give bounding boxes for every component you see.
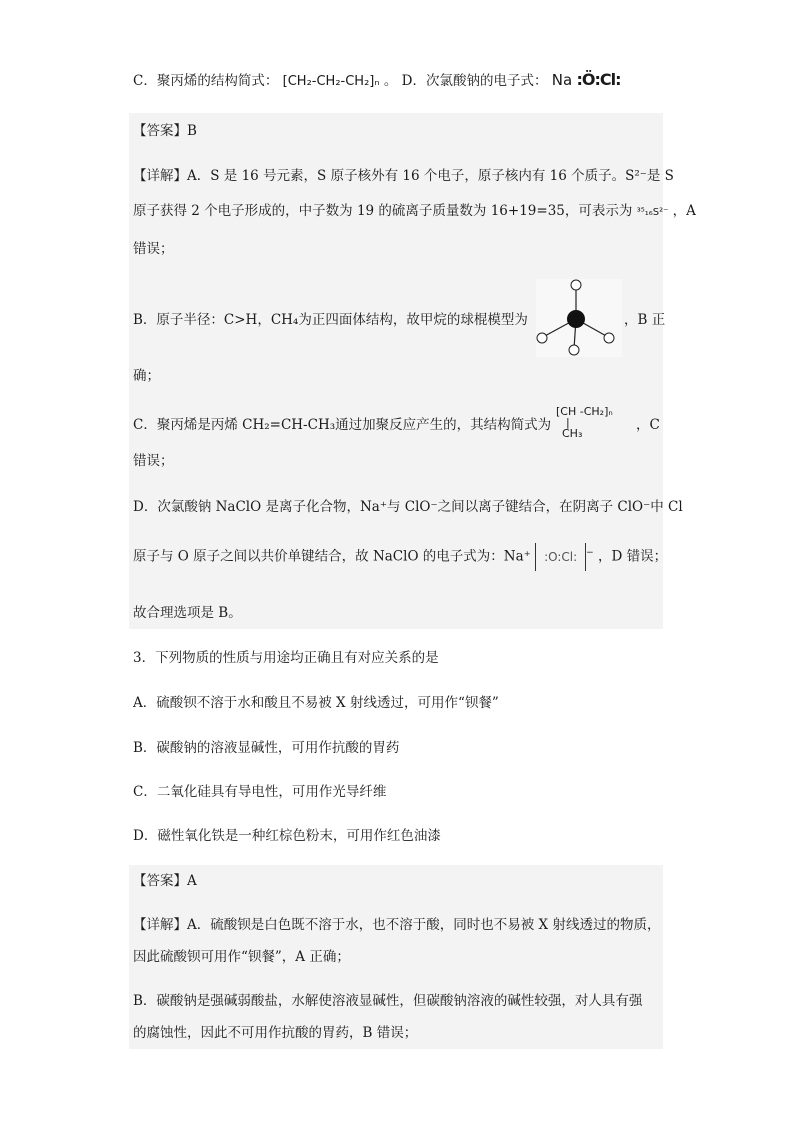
- detail-d-end: ，D 错误；: [598, 548, 668, 565]
- detail-d-text: 原子与 O 原子之间以共价单键结合，故 NaClO 的电子式为：Na⁺: [133, 548, 531, 565]
- detail-b-end: ，B 正: [624, 312, 666, 328]
- detail-b-line-2: 确；: [133, 368, 160, 384]
- electron-formula-ocl: :Ö:Cl:: [576, 70, 621, 89]
- detail-q3-b-line-2: 的腐蚀性，因此不可用作抗酸的胃药，B 错误；: [133, 1025, 418, 1041]
- sulfide-ion-symbol: ³⁵₁₆S²⁻: [636, 207, 669, 218]
- detail-q3-a-line-1: 【详解】A．硫酸钡是白色既不溶于水，也不溶于酸，同时也不易被 X 射线透过的物质，: [133, 917, 661, 933]
- polypropylene-formula: [556, 405, 613, 441]
- detail-a-end: ，A: [672, 203, 696, 219]
- detail-d-line-2: [133, 543, 667, 571]
- polypropylene-formula-branch: |: [566, 416, 570, 429]
- question-3-option-b: B．碳酸钠的溶液显碱性，可用作抗酸的胃药: [133, 740, 400, 756]
- methane-model-svg: [536, 279, 622, 357]
- detail-c-line-1: [133, 415, 551, 435]
- option-c-d-line: [133, 70, 621, 92]
- answer-label-2: 【答案】A: [133, 873, 197, 889]
- conclusion-line: 故合理选项是 B。: [133, 605, 242, 621]
- detail-d-line-1: D．次氯酸钠 NaClO 是离子化合物，Na⁺与 ClO⁻之间以离子键结合，在阴离子 ClO⁻中 Cl: [133, 499, 683, 515]
- option-c-text: C．聚丙烯的结构简式：: [133, 73, 279, 89]
- question-3-option-d: D．磁性氧化铁是一种红棕色粉末，可用作红色油漆: [133, 828, 441, 844]
- charge-minus: −: [586, 548, 594, 558]
- methane-ball-stick-model: [536, 279, 622, 357]
- option-d-text: 。 D．次氯酸钠的电子式：: [383, 73, 548, 89]
- detail-q3-b-line-1: B．碳酸钠是强碱弱酸盐，水解使溶液显碱性，但碳酸钠溶液的碱性较强，对人具有强: [133, 993, 643, 1009]
- detail-b-line-1: [133, 310, 528, 330]
- electron-formula-na: Na: [551, 71, 573, 89]
- hypochlorite-electron-formula: :O:Cl:: [535, 543, 586, 571]
- detail-c-text: C．聚丙烯是丙烯 CH₂=CH-CH₃通过加聚反应产生的，其结构简式为: [133, 417, 552, 433]
- answer-label-1: 【答案】B: [133, 123, 197, 139]
- detail-a-line-2: [133, 201, 696, 223]
- detail-a-line-3: 错误；: [133, 241, 174, 257]
- detail-a-line-1: 【详解】A．S 是 16 号元素，S 原子核外有 16 个电子，原子核内有 16 个质子。S²⁻是 S: [133, 168, 674, 184]
- question-3-stem: 3．下列物质的性质与用途均正确且有对应关系的是: [133, 650, 439, 666]
- detail-a-text: 原子获得 2 个电子形成的，中子数为 19 的硫离子质量数为 16+19=35，可表示为: [133, 203, 633, 219]
- detail-b-text: B．原子半径：C>H，CH₄为正四面体结构，故甲烷的球棍模型为: [133, 312, 528, 328]
- detail-q3-a-line-2: 因此硫酸钡可用作“钡餐”，A 正确；: [133, 949, 350, 965]
- option-c-formula: [CH₂-CH₂-CH₂]ₙ: [282, 74, 380, 89]
- polypropylene-formula-top: [CH -CH₂]ₙ: [556, 405, 613, 418]
- detail-c-end: ，C: [636, 417, 660, 433]
- polypropylene-formula-bottom: CH₃: [562, 427, 583, 440]
- detail-c-line-2: 错误；: [133, 453, 174, 469]
- question-3-option-a: A．硫酸钡不溶于水和酸且不易被 X 射线透过，可用作“钡餐”: [133, 695, 499, 711]
- question-3-option-c: C．二氧化硅具有导电性，可用作光导纤维: [133, 784, 387, 800]
